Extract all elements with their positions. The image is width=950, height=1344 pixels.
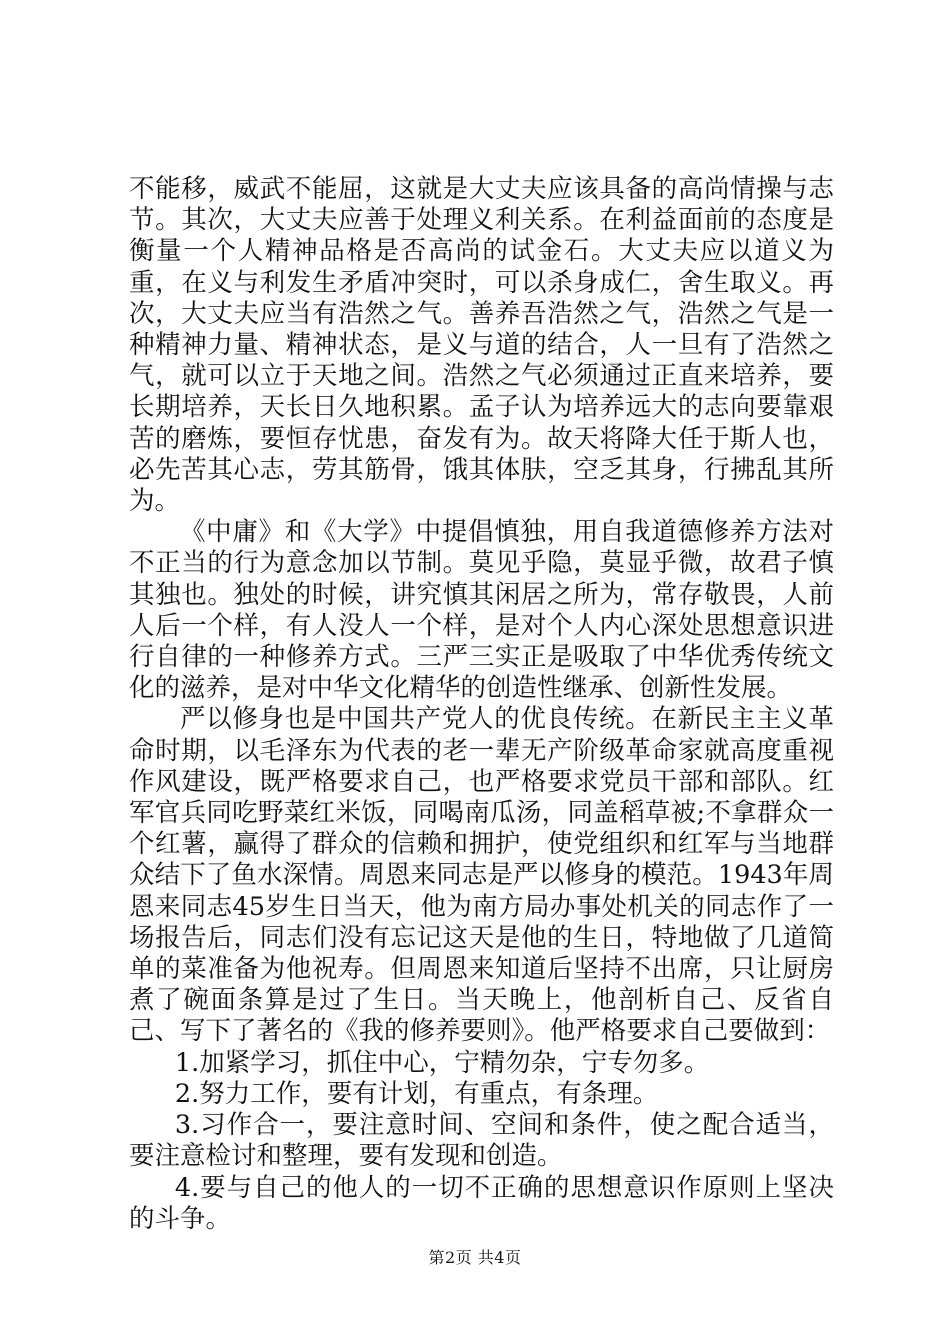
paragraph-zhongyong: 《中庸》和《大学》中提倡慎独，用自我道德修养方法对不正当的行为意念加以节制。莫见乎隐，莫显乎微，故君子慎其独也。独处的时候，讲究慎其闲居之所为，常存敬畏，人前人后一个样，有人没人一个样，是对个人内心深处思想意识进行自律的一种修养方式。三严三实正是吸取了中华优秀传统文化的滋养，是对中华文化精华的创造性继承、创新性发展。 bbox=[129, 517, 834, 704]
list-item-3: 3.习作合一，要注意时间、空间和条件，使之配合适当，要注意检讨和整理，要有发现和创造。 bbox=[129, 1110, 834, 1172]
list-item-2: 2.努力工作，要有计划，有重点，有条理。 bbox=[174, 1078, 659, 1109]
paragraph-party-tradition: 严以修身也是中国共产党人的优良传统。在新民主主义革命时期，以毛泽东为代表的老一辈无产阶级革命家就高度重视作风建设，既严格要求自己，也严格要求党员干部和部队。红军官兵同吃野菜红米饭，同喝南瓜汤，同盖稻草被;不拿群众一个红薯，赢得了群众的信赖和拥护，使党组织和红军与当地群众结下了鱼水深情。周恩来同志是严以修身的模范。1943年周恩来同志45岁生日当天，他为南方局办事处机关的同志作了一场报告后，同志们没有忘记这天是他的生日，特地做了几道简单的菜准备为他祝寿。但周恩来知道后坚持不出席，只让厨房煮了碗面条算是过了生日。当天晚上，他剖析自己、反省自己、写下了著名的《我的修养要则》。他严格要求自己要做到： bbox=[129, 704, 834, 1047]
page-number-footer: 第2页 共4页 bbox=[428, 1248, 522, 1267]
list-item-1: 1.加紧学习，抓住中心，宁精勿杂，宁专勿多。 bbox=[174, 1047, 710, 1078]
list-item-4: 4.要与自己的他人的一切不正确的思想意识作原则上坚决的斗争。 bbox=[129, 1172, 834, 1234]
document-body bbox=[129, 174, 834, 1235]
paragraph-continuation: 不能移，威武不能屈，这就是大丈夫应该具备的高尚情操与志节。其次，大丈夫应善于处理义利关系。在利益面前的态度是衡量一个人精神品格是否高尚的试金石。大丈夫应以道义为重，在义与利发生矛盾冲突时，可以杀身成仁，舍生取义。再次，大丈夫应当有浩然之气。善养吾浩然之气，浩然之气是一种精神力量、精神状态，是义与道的结合，人一旦有了浩然之气，就可以立于天地之间。浩然之气必须通过正直来培养，要长期培养，天长日久地积累。孟子认为培养远大的志向要靠艰苦的磨炼，要恒存忧患，奋发有为。故天将降大任于斯人也，必先苦其心志，劳其筋骨，饿其体肤，空乏其身，行拂乱其所为。 bbox=[129, 174, 834, 517]
